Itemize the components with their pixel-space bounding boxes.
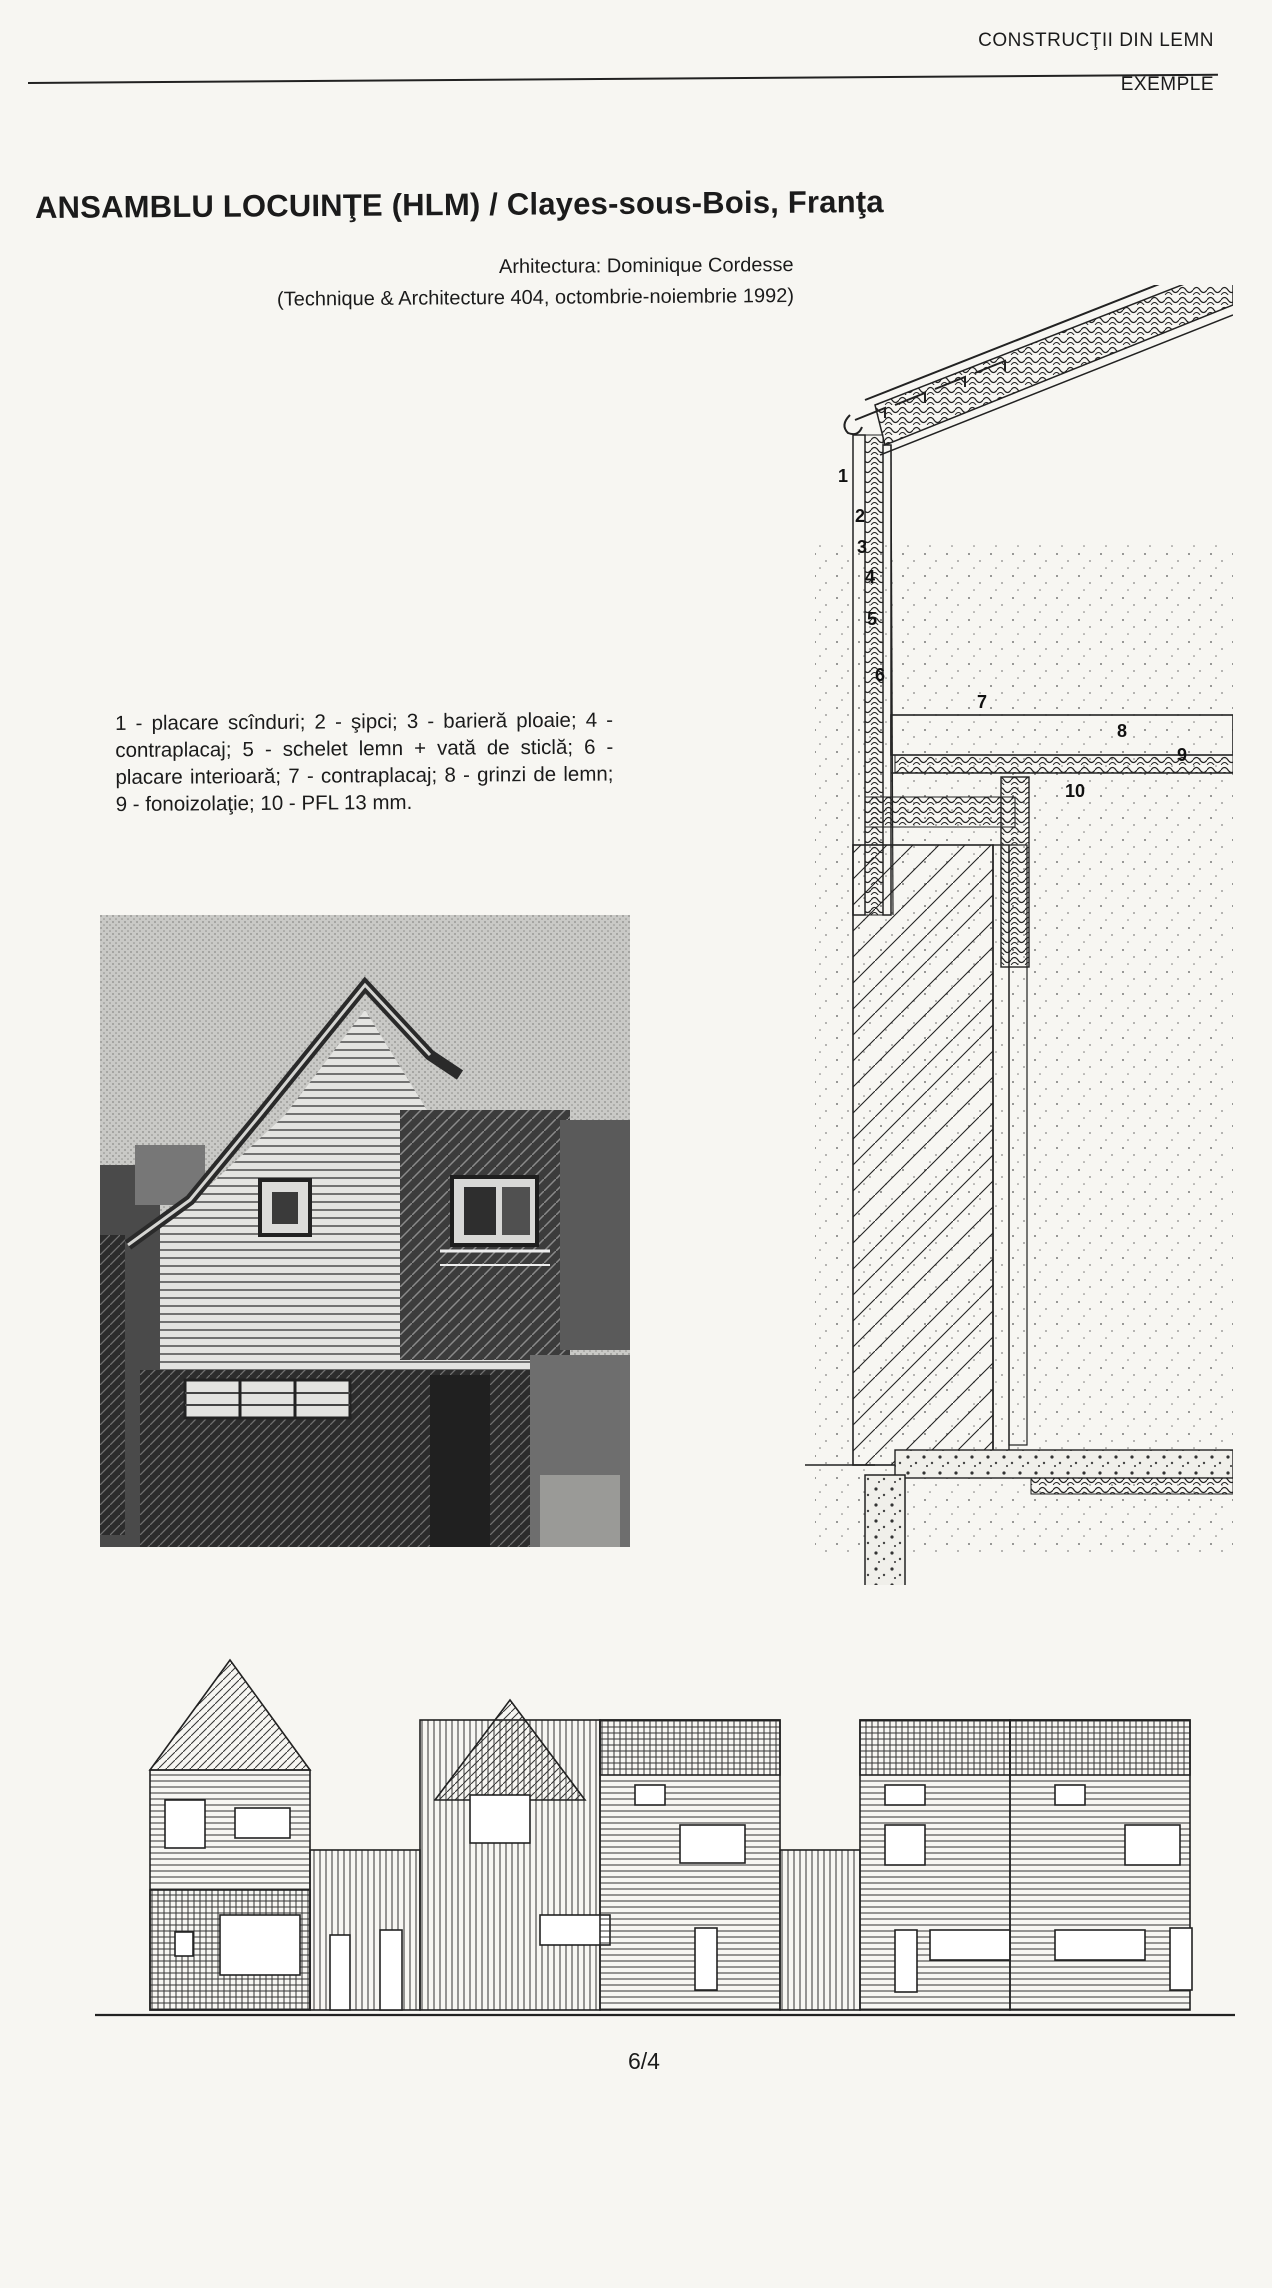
- section-label-2: 2: [855, 506, 866, 526]
- section-label-1: 1: [838, 466, 849, 486]
- house-photo: [100, 915, 630, 1547]
- header-subsection: EXEMPLE: [1120, 74, 1214, 95]
- source-credit: (Technique & Architecture 404, octombrie-noiembrie 1992): [276, 285, 795, 311]
- page-title: ANSAMBLU LOCUINŢE (HLM) / Clayes-sous-Bois, Franţa: [34, 184, 884, 225]
- section-label-6: 6: [875, 665, 886, 685]
- section-label-9: 9: [1177, 745, 1188, 765]
- section-label-5: 5: [867, 609, 878, 629]
- header-section: CONSTRUCŢII DIN LEMN: [978, 30, 1214, 51]
- section-label-3: 3: [857, 537, 868, 557]
- section-label-7: 7: [977, 692, 988, 712]
- section-label-4: 4: [865, 567, 876, 587]
- section-legend: 1 - placare scînduri; 2 - şipci; 3 - barieră ploaie; 4 - contraplacaj; 5 - schelet lemn + vată de sticlă; 6 - placare interioară; 7 - contraplacaj; 8 - grinzi de lemn; 9 - fonoizolaţie; 10 - PFL 13 mm.: [115, 708, 614, 816]
- section-label-8: 8: [1117, 721, 1128, 741]
- architect-credit: Arhitectura: Dominique Cordesse: [499, 254, 795, 279]
- street-elevation-drawing: [95, 1640, 1235, 2288]
- construction-section-drawing: [745, 285, 1233, 1585]
- page-number: 6/4: [628, 2048, 660, 2074]
- header-rule: [28, 74, 1218, 84]
- section-label-10: 10: [1065, 781, 1086, 801]
